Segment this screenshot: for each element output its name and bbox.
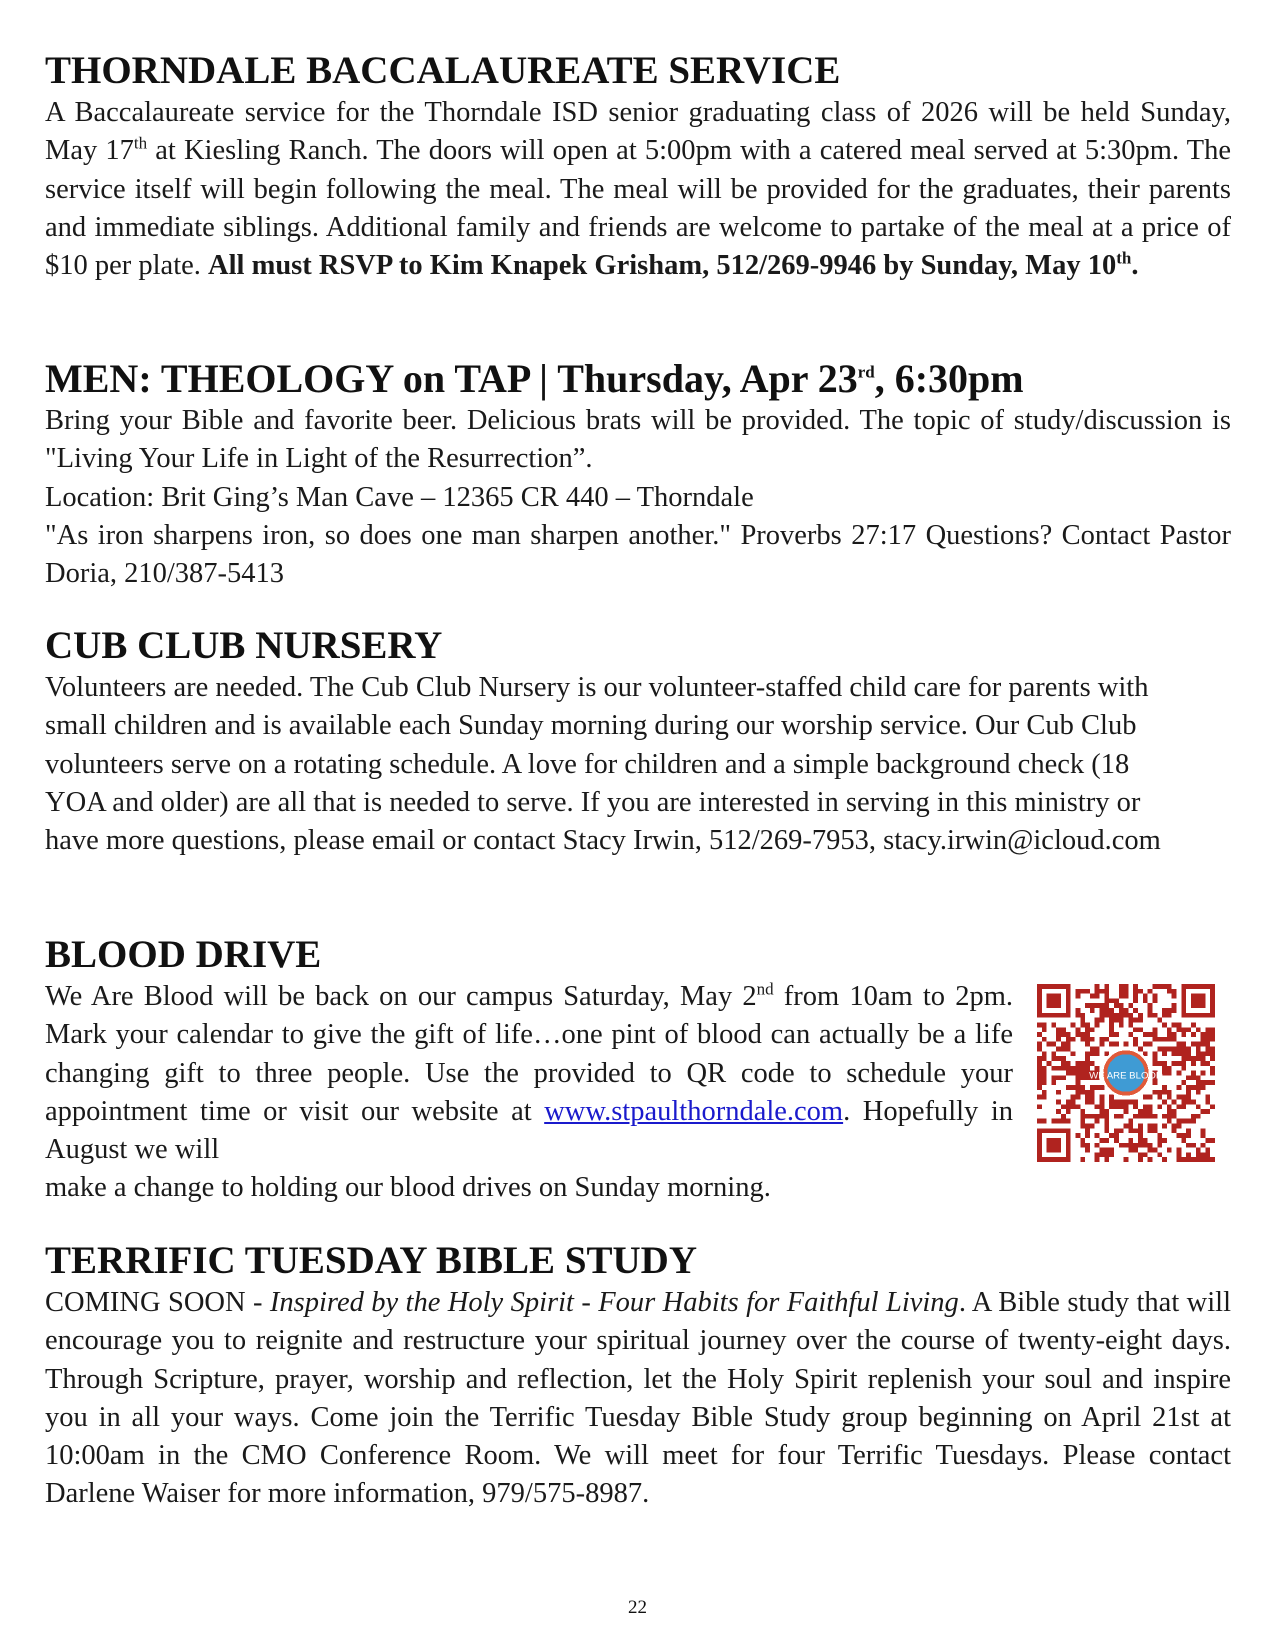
baccalaureate-sup: th [133, 133, 148, 153]
bible-study-text-1: COMING SOON - [45, 1287, 270, 1318]
blood-sup: nd [756, 979, 774, 999]
blood-drive-text [45, 978, 1013, 1169]
baccalaureate-section [45, 48, 1231, 285]
theology-quote: "As iron sharpens iron, so does one man sharpen another." Proverbs 27:17 Questions? Contact Pastor Doria, 210/387-5413 [45, 519, 1231, 590]
qr-code-icon[interactable] [1037, 984, 1215, 1162]
bible-study-text [45, 1284, 1231, 1514]
blood-text-3: . Hopefully in August we will [45, 1095, 1013, 1166]
bible-study-text-2: . A Bible study that will encourage you to reignite and restructure your spiritual journey over the course of twenty-eight days. Through Scripture, prayer, worship and reflection, let the Holy Spirit replenish your soul and inspire you in all your ways. Come join the Terrific Tuesday Bible Study group beginning on April 21st at 10:00am in the CMO Conference Room. We will meet for four Terrific Tuesdays. Please contact Darlene Waiser for more information, 979/575-8987. [45, 1287, 1231, 1510]
theology-location: Location: Brit Ging’s Man Cave – 12365 CR 440 – Thorndale [45, 481, 754, 513]
bible-study-heading: TERRIFIC TUESDAY BIBLE STUDY [45, 1239, 698, 1282]
theology-heading [45, 356, 1231, 402]
blood-drive-section [45, 932, 1231, 1208]
theology-heading-sup: rd [857, 362, 875, 382]
theology-heading-1: MEN: THEOLOGY on TAP | Thursday, Apr 23 [45, 356, 858, 401]
nursery-text: Volunteers are needed. The Cub Club Nursery is our volunteer-staffed child care for parents with small children and is available each Sunday morning during our worship service. Our Cub Club volunteers serve on a rotating schedule. A love for children and a simple background check (18 YOA and older) are all that is needed to serve. If you are interested in serving in this ministry or have more questions, please email or contact Stacy Irwin, 512/269-7953, stacy.irwin@icloud.com [45, 672, 1161, 857]
theology-text: Bring your Bible and favorite beer. Delicious brats will be provided. The topic of study/discussion is "Living Your Life in Light of the Resurrection”. [45, 405, 1231, 475]
rsvp-text: All must RSVP to Kim Knapek Grisham, 512/269-9946 by Sunday, May 10 [208, 250, 1117, 282]
theology-heading-2: , 6:30pm [874, 356, 1024, 401]
baccalaureate-text-2: at Kiesling Ranch. The doors will open at 5:00pm with a catered meal served at 5:30pm. The service itself will begin following the meal. The meal will be provided for the graduates, their parents and immediate siblings. Additional family and friends are welcome to partake of the meal at a price of $10 per plate. [45, 135, 1231, 282]
theology-section [45, 356, 1231, 593]
blood-drive-text-last: make a change to holding our blood drives on Sunday morning. [45, 1172, 771, 1204]
rsvp-sup: th [1116, 248, 1132, 268]
nursery-heading: CUB CLUB NURSERY [45, 624, 443, 667]
page-number: 22 [628, 1597, 647, 1618]
nursery-section [45, 623, 1173, 860]
rsvp-end: . [1131, 250, 1139, 282]
blood-text-2: from 10am to 2pm. Mark your calendar to give the gift of life…one pint of blood can actually be a life changing gift to three people. Use the provided to QR code to schedule your appointment time or visit our website at [45, 981, 1013, 1127]
blood-text-1: We Are Blood will be back on our campus Saturday, May 2 [45, 981, 757, 1012]
we-are-blood-logo-text: WE ARE BLOOD [1089, 1070, 1163, 1082]
blood-drive-heading: BLOOD DRIVE [45, 933, 322, 976]
bible-study-section [45, 1238, 1231, 1514]
baccalaureate-heading: THORNDALE BACCALAUREATE SERVICE [45, 49, 841, 92]
baccalaureate-text-1: A Baccalaureate service for the Thorndale ISD senior graduating class of 2026 will be held Sunday, May 17 [45, 97, 1231, 167]
website-link[interactable]: www.stpaulthorndale.com [544, 1095, 844, 1127]
baccalaureate-body [45, 94, 1231, 285]
bible-study-title: Inspired by the Holy Spirit - Four Habits for Faithful Living [269, 1287, 959, 1318]
